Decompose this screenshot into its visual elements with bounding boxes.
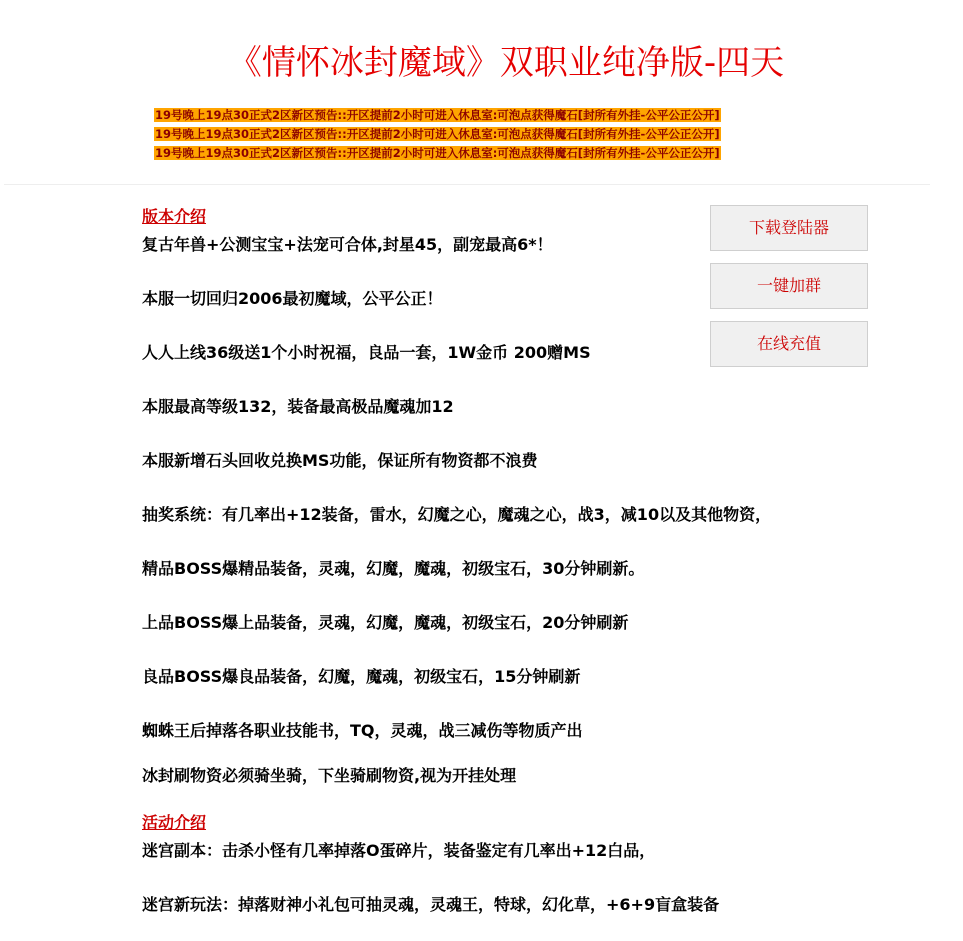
- version-item: 本服新增石头回收兑换MS功能，保证所有物资都不浪费: [142, 451, 538, 470]
- recharge-button[interactable]: 在线充值: [710, 321, 868, 367]
- main-content: [142, 206, 842, 916]
- version-item: 上品BOSS爆上品装备，灵魂，幻魔，魔魂，初级宝石，20分钟刷新: [142, 613, 629, 632]
- notice-line: [154, 125, 854, 144]
- join-group-button[interactable]: 一键加群: [710, 263, 868, 309]
- version-item: 精品BOSS爆精品装备，灵魂，幻魔，魔魂，初级宝石，30分钟刷新。: [142, 559, 645, 578]
- notice-line: [154, 144, 854, 163]
- page-title: 《情怀冰封魔域》双职业纯净版-四天: [227, 42, 785, 83]
- download-launcher-button[interactable]: 下载登陆器: [710, 205, 868, 251]
- activity-item: 迷宫副本：击杀小怪有几率掉落O蛋碎片，装备鉴定有几率出+12白品，: [142, 841, 656, 860]
- divider: [4, 184, 930, 185]
- version-item: 本服一切回归2006最初魔域，公平公正！: [142, 289, 443, 308]
- version-heading: 版本介绍: [142, 207, 207, 226]
- version-item: 人人上线36级送1个小时祝福，良品一套，1W金币 200赠MS: [142, 343, 591, 362]
- activity-heading: 活动介绍: [142, 813, 207, 832]
- version-item: 良品BOSS爆良品装备，幻魔，魔魂，初级宝石，15分钟刷新: [142, 667, 581, 686]
- version-item: 蜘蛛王后掉落各职业技能书，TQ，灵魂，战三减伤等物质产出: [142, 721, 583, 740]
- version-item: 复古年兽+公测宝宝+法宠可合体,封星45，副宠最高6*！: [142, 235, 553, 254]
- activity-item: 迷宫新玩法：掉落财神小礼包可抽灵魂，灵魂王，特球，幻化草，+6+9盲盒装备: [142, 895, 720, 914]
- notice-text: 19号晚上19点30正式2区新区预告::开区提前2小时可进入休息室:可泡点获得魔石[封所有外挂-公平公正公开]: [155, 127, 720, 141]
- version-item: 抽奖系统：有几率出+12装备，雷水，幻魔之心，魔魂之心，战3，减10以及其他物资，: [142, 505, 772, 524]
- notice-line: [154, 106, 854, 125]
- notice-board: [154, 106, 854, 163]
- version-item: 冰封刷物资必须骑坐骑，下坐骑刷物资,视为开挂处理: [142, 766, 517, 785]
- notice-text: 19号晚上19点30正式2区新区预告::开区提前2小时可进入休息室:可泡点获得魔石[封所有外挂-公平公正公开]: [155, 146, 720, 160]
- version-item: 本服最高等级132，装备最高极品魔魂加12: [142, 397, 454, 416]
- notice-text: 19号晚上19点30正式2区新区预告::开区提前2小时可进入休息室:可泡点获得魔石[封所有外挂-公平公正公开]: [155, 108, 720, 122]
